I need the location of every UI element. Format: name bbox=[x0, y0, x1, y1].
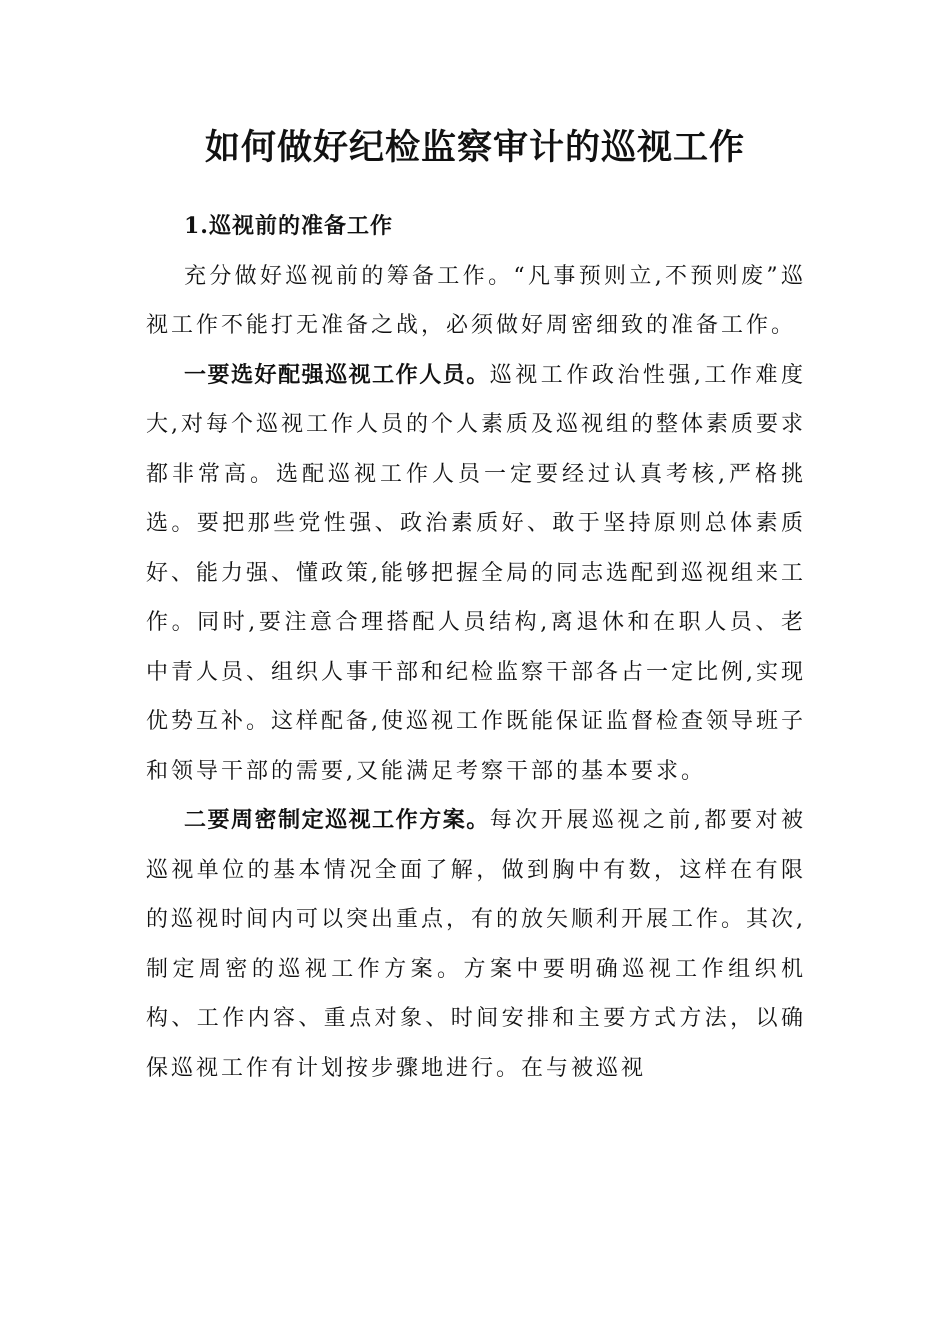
paragraph-3 bbox=[146, 796, 806, 1093]
paragraph-2-lead: 一要选好配强巡视工作人员。 bbox=[184, 361, 490, 388]
document-title: 如何做好纪检监察审计的巡视工作 bbox=[204, 127, 745, 168]
paragraph-3-text: 每次开展巡视之前,都要对被巡视单位的基本情况全面了解，做到胸中有数，这样在有限的巡视时间内可以突出重点，有的放矢顺利开展工作。其次,制定周密的巡视工作方案。方案中要明确巡视工作组织机构、工作内容、重点对象、时间安排和主要方式方法，以确保巡视工作有计划按步骤地进行。在与被巡视 bbox=[146, 808, 806, 1081]
section-heading: 1.巡视前的准备工作 bbox=[184, 213, 393, 239]
paragraph-2 bbox=[146, 351, 806, 797]
paragraph-2-text: 巡视工作政治性强,工作难度大,对每个巡视工作人员的个人素质及巡视组的整体素质要求都非常高。选配巡视工作人员一定要经过认真考核,严格挑选。要把那些党性强、政治素质好、敢于坚持原则总体素质好、能力强、懂政策,能够把握全局的同志选配到巡视组来工作。同时,要注意合理搭配人员结构,离退休和在职人员、老中青人员、组织人事干部和纪检监察干部各占一定比例,实现优势互补。这样配备,使巡视工作既能保证监督检查领导班子和领导干部的需要,又能满足考察干部的基本要求。 bbox=[146, 362, 806, 784]
paragraph-1 bbox=[146, 252, 806, 351]
document-body bbox=[146, 202, 806, 1093]
paragraph-3-lead: 二要周密制定巡视工作方案。 bbox=[184, 807, 490, 833]
paragraph-1-text: 充分做好巡视前的筹备工作。“凡事预则立,不预则废”巡视工作不能打无准备之战，必须做好周密细致的准备工作。 bbox=[146, 263, 806, 338]
